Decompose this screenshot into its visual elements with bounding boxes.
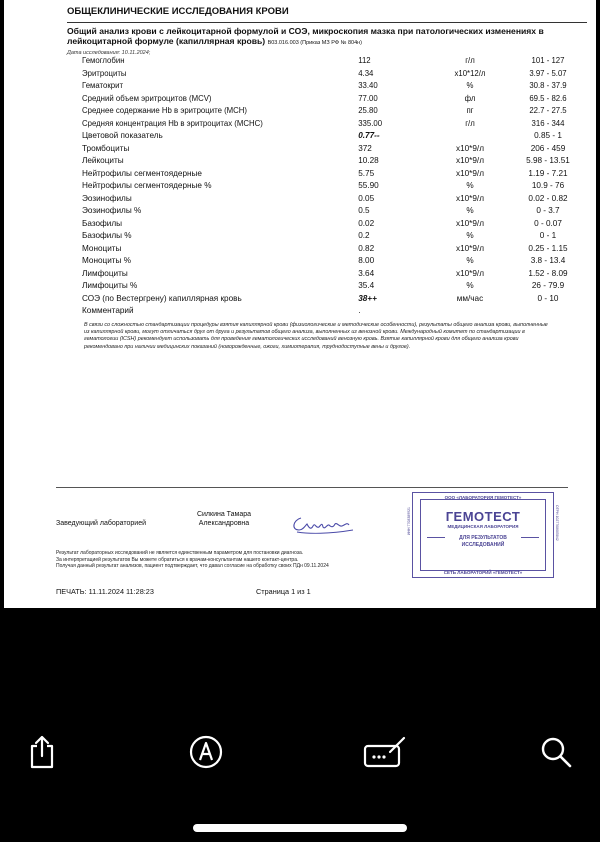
test-reference: 0.02 - 0.82 — [528, 193, 568, 203]
test-value: . — [358, 306, 361, 315]
capillary-note: В связи со сложностью стандартизации процедуры взятия капиллярной крови (физиологические и методические особенности), результаты общего анализа крови, выполненные из капиллярной крови, могут отличаться друг от друга и результатов общего анализа, выполненных из венозной крови. Международный комитет по стандартизации в гематологии (ICSH) рекомендует использовать для проведения гематологических исследований венозную кровь. Взятие капиллярной крови для общего анализа крови рекомендовано при наличии медицинских показаний (новорожденные, ожоги, химиотерапия, труднодоступные вены и другое). — [84, 322, 548, 350]
test-name: Средняя концентрация Hb в эритроцитах (MCHC) — [82, 118, 263, 128]
result-row — [67, 243, 587, 256]
test-name: Эритроциты — [82, 68, 127, 78]
disclaimer — [56, 550, 416, 570]
result-row — [67, 268, 587, 281]
test-value: 0.5 — [358, 206, 370, 215]
test-unit: мм/час — [456, 293, 484, 303]
result-row — [67, 80, 587, 93]
stamp-bottom: СЕТЬ ЛАБОРАТОРИЙ «ГЕМОТЕСТ» — [443, 570, 523, 575]
test-name: Цветовой показатель — [82, 131, 163, 140]
signature-button[interactable] — [362, 732, 408, 772]
test-unit — [431, 305, 509, 318]
test-unit: x10*9/л — [455, 143, 484, 153]
result-row — [67, 280, 587, 293]
test-reference: 0 - 3.7 — [536, 206, 560, 215]
result-row — [67, 255, 587, 268]
head-name-line1: Силкина Тамара — [196, 511, 252, 518]
handwritten-signature — [289, 510, 359, 543]
test-reference: 1.19 - 7.21 — [528, 168, 568, 178]
test-unit: % — [466, 256, 474, 265]
test-name: Средний объем эритроцитов (MCV) — [82, 93, 212, 103]
test-unit: % — [466, 231, 474, 240]
test-value: 0.82 — [358, 243, 375, 253]
test-unit: x10*9/л — [455, 218, 484, 228]
test-unit: x10*9/л — [455, 193, 484, 203]
results-table — [67, 55, 587, 318]
markup-icon — [188, 734, 224, 770]
disclaimer-line2: За интерпретацией результатов Вы можете обратиться к врачам-консультантам нашего контакт-центра. — [56, 556, 299, 563]
test-reference: 26 - 79.9 — [531, 281, 565, 290]
stamp-purpose — [413, 535, 553, 548]
test-name: СОЭ (по Вестергрену) капиллярная кровь — [82, 293, 242, 303]
page-counter: Страница 1 из 1 — [256, 587, 311, 596]
result-row — [67, 105, 587, 118]
results-body — [67, 55, 587, 318]
test-unit: x10*9/л — [455, 156, 484, 165]
test-reference: 69.5 - 82.6 — [529, 93, 567, 103]
test-value: 25.80 — [358, 106, 378, 115]
test-value: 4.34 — [358, 68, 374, 78]
stamp-purpose-line2: ИССЛЕДОВАНИЙ — [461, 541, 505, 548]
markup-button[interactable] — [186, 732, 226, 772]
test-reference: 0 - 1 — [539, 231, 557, 240]
test-name: Гематокрит — [82, 81, 124, 90]
test-value: 33.40 — [358, 81, 378, 90]
test-name: Нейтрофилы сегментоядерные — [82, 168, 202, 178]
test-reference: 3.8 - 13.4 — [530, 256, 566, 265]
test-reference: 316 - 344 — [531, 118, 565, 128]
test-name: Тромбоциты — [82, 143, 130, 153]
test-value: 77.00 — [358, 93, 378, 103]
test-unit: x10*9/л — [455, 268, 484, 278]
result-row — [67, 118, 587, 131]
test-name: Лимфоциты % — [82, 281, 138, 290]
stamp-purpose-line1: ДЛЯ РЕЗУЛЬТАТОВ — [459, 535, 507, 541]
test-unit: % — [466, 181, 474, 190]
test-value: 5.75 — [358, 168, 375, 178]
test-reference: 0 - 0.07 — [534, 218, 562, 228]
test-unit: x10*9/л — [455, 243, 484, 253]
test-title — [67, 26, 587, 48]
test-unit: x10*9/л — [455, 168, 484, 178]
test-unit — [431, 130, 509, 143]
result-row — [67, 68, 587, 81]
header-divider — [67, 22, 587, 23]
test-name: Базофилы — [82, 218, 123, 228]
result-row — [67, 305, 587, 318]
head-name-line2: Александровна — [198, 520, 250, 527]
share-button[interactable] — [22, 732, 62, 772]
test-title-text: Общий анализ крови с лейкоцитарной формулой и СОЭ, микроскопия мазка при патологических изменениях в лейкоцитарной формуле (капиллярная кровь) — [67, 26, 544, 46]
result-row — [67, 180, 587, 193]
test-reference: 30.8 - 37.9 — [529, 81, 567, 90]
head-label: Заведующий лабораторией — [56, 520, 146, 527]
test-name: Нейтрофилы сегментоядерные % — [82, 181, 212, 190]
document-page — [4, 0, 596, 608]
test-reference: 1.52 - 8.09 — [528, 268, 568, 278]
signature-icon — [362, 734, 408, 770]
home-indicator[interactable] — [193, 824, 407, 832]
test-value: 10.28 — [358, 156, 379, 165]
test-unit: % — [466, 206, 474, 215]
stamp-inn: ИНН 7708389921 — [407, 507, 411, 536]
test-name: Лейкоциты — [82, 156, 124, 165]
document-header — [67, 0, 587, 56]
test-unit: x10*12/л — [454, 68, 486, 78]
stamp-ogrn: ОГРН 1027708005842 — [555, 505, 559, 541]
signature-divider — [56, 487, 568, 488]
test-reference: 0.85 - 1 — [534, 131, 562, 140]
test-value: 372 — [358, 143, 372, 153]
test-value: 8.00 — [358, 256, 375, 265]
test-value: 112 — [358, 56, 371, 65]
test-value: 35.4 — [358, 281, 375, 290]
search-button[interactable] — [536, 732, 576, 772]
result-row — [67, 143, 587, 156]
test-value: 55.90 — [358, 181, 379, 190]
test-reference: 0.25 - 1.15 — [528, 243, 568, 253]
test-unit: г/л — [465, 56, 475, 65]
test-name: Комментарий — [82, 306, 134, 315]
stamp-sub: МЕДИЦИНСКАЯ ЛАБОРАТОРИЯ — [447, 524, 519, 529]
result-row — [67, 293, 587, 306]
test-name: Эозинофилы — [82, 193, 132, 203]
test-value: 0.05 — [358, 193, 375, 203]
test-unit: г/л — [465, 118, 475, 128]
test-name: Среднее содержание Hb в эритроците (MCH) — [82, 106, 248, 115]
test-code: B03.016.003 (Приказ МЗ РФ № 804н) — [267, 40, 362, 46]
stamp-top: ООО «ЛАБОРАТОРИЯ ГЕМОТЕСТ» — [444, 495, 522, 500]
test-name: Моноциты % — [82, 256, 131, 265]
print-timestamp: ПЕЧАТЬ: 11.11.2024 11:28:23 — [56, 587, 154, 596]
test-unit: фл — [464, 93, 476, 103]
result-row — [67, 130, 587, 143]
test-value: 0.2 — [358, 231, 370, 240]
result-row — [67, 168, 587, 181]
result-row — [67, 55, 587, 68]
test-reference: 10.9 - 76 — [531, 181, 565, 190]
test-name: Гемоглобин — [82, 56, 125, 65]
test-unit: % — [466, 281, 474, 290]
result-row — [67, 155, 587, 168]
disclaimer-line1: Результат лабораторных исследований не является единственным параметром для постановки диагноза. — [56, 550, 304, 556]
lab-stamp — [407, 492, 559, 578]
test-value: 3.64 — [358, 268, 375, 278]
share-icon — [27, 734, 57, 770]
test-reference: 3.97 - 5.07 — [529, 68, 567, 78]
test-reference: 5.98 - 13.51 — [526, 156, 570, 165]
test-reference: 101 - 127 — [531, 56, 565, 65]
stamp-brand: ГЕМОТЕСТ — [445, 509, 521, 524]
test-value: 0.77-- — [358, 131, 380, 140]
search-icon — [539, 735, 573, 769]
test-name: Эозинофилы % — [82, 206, 142, 215]
result-row — [67, 205, 587, 218]
result-row — [67, 218, 587, 231]
test-value: 0.02 — [358, 218, 375, 228]
test-unit: пг — [466, 106, 474, 115]
test-value: 335.00 — [358, 118, 383, 128]
test-name: Базофилы % — [82, 231, 132, 240]
disclaimer-line3: Получая данный результат анализов, пациент подтверждает, что давал согласие на обработку своих ПДн 09.11.2024 — [56, 563, 329, 569]
test-value: 38++ — [358, 293, 377, 303]
result-row — [67, 93, 587, 106]
result-row — [67, 193, 587, 206]
result-row — [67, 230, 587, 243]
test-reference — [509, 305, 587, 318]
head-name — [184, 510, 264, 528]
test-reference: 22.7 - 27.5 — [529, 106, 567, 115]
viewer-toolbar — [0, 608, 600, 842]
test-name: Моноциты — [82, 243, 122, 253]
test-reference: 0 - 10 — [537, 293, 559, 303]
section-title: ОБЩЕКЛИНИЧЕСКИЕ ИССЛЕДОВАНИЯ КРОВИ — [67, 6, 289, 17]
test-date: Дата исследования: 10.11.2024; — [67, 50, 151, 56]
test-reference: 206 - 459 — [530, 143, 566, 153]
test-name: Лимфоциты — [82, 268, 128, 278]
test-unit: % — [466, 81, 474, 90]
